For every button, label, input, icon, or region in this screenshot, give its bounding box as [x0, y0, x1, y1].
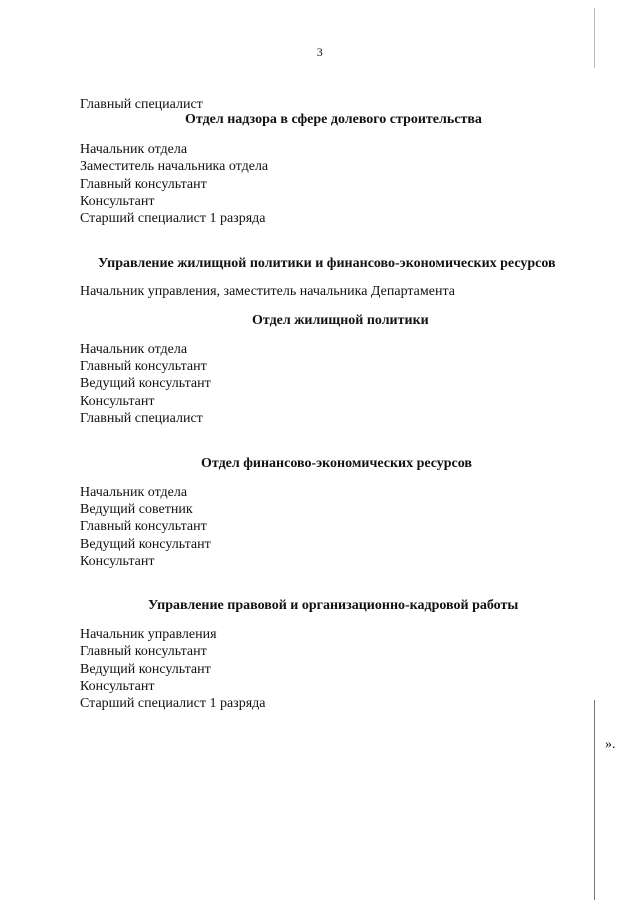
- position-line: Консультант: [80, 194, 155, 209]
- section-heading-construction-oversight: Отдел надзора в сфере долевого строительства: [185, 112, 482, 127]
- position-line: Ведущий консультант: [80, 376, 211, 391]
- scan-margin-mark: [594, 8, 595, 68]
- position-line: Ведущий консультант: [80, 662, 211, 677]
- position-line: Главный специалист: [80, 411, 203, 426]
- text-line: Главный специалист: [80, 97, 203, 112]
- position-line: Начальник отдела: [80, 342, 188, 357]
- position-line: Главный консультант: [80, 519, 207, 534]
- position-line: Начальник управления: [80, 627, 217, 642]
- position-line: Главный консультант: [80, 644, 207, 659]
- section-heading-housing-policy-department: Отдел жилищной политики: [252, 313, 429, 328]
- page-number: 3: [316, 45, 324, 59]
- position-line: Ведущий консультант: [80, 537, 211, 552]
- position-line: Старший специалист 1 разряда: [80, 696, 266, 711]
- position-line: Главный консультант: [80, 359, 207, 374]
- section-heading-financial-resources: Отдел финансово-экономических ресурсов: [201, 456, 472, 471]
- position-line: Начальник отдела: [80, 485, 188, 500]
- closing-quote-mark: ».: [605, 737, 616, 752]
- text-line: Начальник управления, заместитель начальника Департамента: [80, 284, 455, 299]
- position-line: Ведущий советник: [80, 502, 193, 517]
- position-line: Заместитель начальника отдела: [80, 159, 269, 174]
- position-line: Консультант: [80, 554, 155, 569]
- position-line: Начальник отдела: [80, 142, 188, 157]
- position-line: Консультант: [80, 394, 155, 409]
- position-line: Старший специалист 1 разряда: [80, 211, 266, 226]
- scan-margin-mark: [594, 700, 595, 900]
- section-heading-housing-policy-directorate: Управление жилищной политики и финансово-экономических ресурсов: [98, 256, 556, 271]
- position-line: Консультант: [80, 679, 155, 694]
- section-heading-legal-hr-directorate: Управление правовой и организационно-кадровой работы: [148, 598, 519, 613]
- position-line: Главный консультант: [80, 177, 207, 192]
